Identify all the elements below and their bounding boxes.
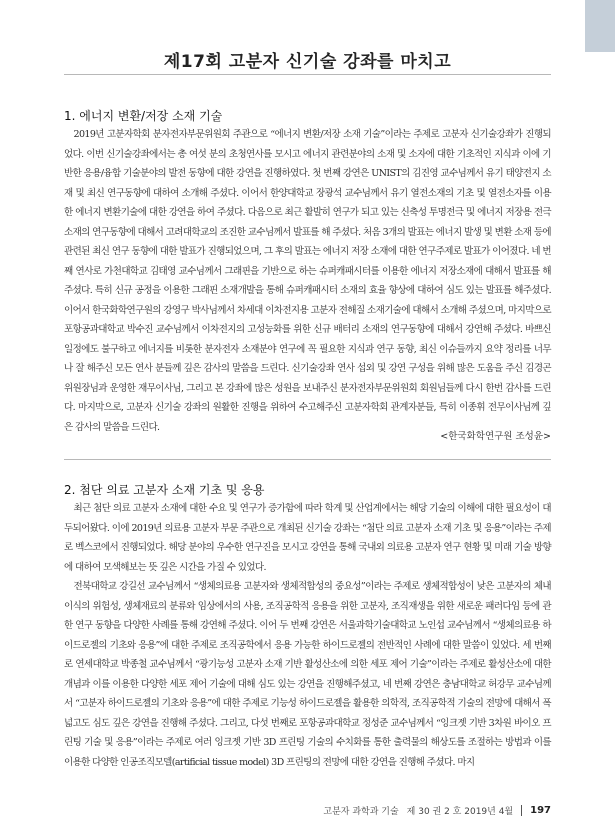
page-number: 197	[530, 805, 551, 816]
page-title: 제17회 고분자 신기술 강좌를 마치고	[163, 52, 452, 72]
section-1-heading: 1. 에너지 변환/저장 소재 기술	[64, 109, 223, 123]
footer-journal-name: 고분자 과학과 기술	[323, 807, 399, 817]
corner-decoration-bar	[585, 0, 615, 52]
page-footer	[323, 804, 551, 817]
footer-divider	[521, 805, 522, 816]
section-divider	[64, 459, 551, 460]
section-2-paragraph-1: 최근 첨단 의료 고분자 소재에 대한 수요 및 연구가 증가함에 따라 학계 및 산업계에서는 해당 기술의 이해에 대한 필요성이 대두되어왔다. 이에 2019년 의료용 고분자 부문 주관으로 개최된 신기술 강좌는 “첨단 의료 고분자 소재 기초 및 응용”이라는 주제로 벡스코에서 진행되었다. 해당 분야의 우수한 연구진을 모시고 강연을 통해 국내외 의료용 고분자 연구 현황 및 미래 기술 방향에 대하여 모색해보는 뜻 깊은 시간을 가질 수 있었다.	[64, 503, 551, 573]
section-1-signature: <한국화학연구원 조성윤>	[440, 431, 551, 442]
section-1-paragraph: 2019년 고분자학회 분자전자부문위원회 주관으로 “에너지 변환/저장 소재 기술”이라는 주제로 고분자 신기술강좌가 진행되었다. 이번 신기술강좌에서는 총 여섯 분의 초청연사를 모시고 에너지 관련분야의 소재 및 소자에 대한 기초적인 지식과 이에 기반한 응용/융합 기술분야의 발전 동향에 대한 강연을 진행하였다. 첫 번째 강연은 UNIST의 김진영 교수님께서 유기 태양전지 소재 및 최신 연구동향에 대하여 소개해 주셨다. 이어서 한양대학교 장광석 교수님께서 유기 열전소재의 기초 및 열전소자를 이용한 에너지 변환기술에 대한 강연을 하여 주셨다. 다음으로 최근 활발히 연구가 되고 있는 신축성 투명전극 및 에너지 저장용 전극소재의 연구동향에 대해서 고려대학교의 조진한 교수님께서 발표를 해 주셨다. 처음 3개의 발표는 에너지 발생 및 변환 소재 등에 관련된 최신 연구 동향에 대한 발표가 진행되었으며, 그 후의 발표는 에너지 저장 소재에 대한 연구주제로 발표가 이어졌다. 네 번째 연사로 가천대학교 김태영 교수님께서 그래핀을 기반으로 하는 슈퍼캐패시터를 이용한 에너지 저장소재에 대해서 발표를 해주셨다. 특히 신규 공정을 이용한 그래핀 소재개발을 통해 슈퍼캐패시터 소재의 효율 향상에 대하여 심도 있는 발표를 해주셨다. 이어서 한국화학연구원의 강영구 박사님께서 차세대 이차전지용 고분자 전해질 소재기술에 대해서 소개해 주셨으며, 마지막으로 포항공과대학교 박수진 교수님께서 이차전지의 고성능화를 위한 신규 배터리 소재의 연구동향에 대해서 강연해 주셨다. 바쁘신 일정에도 불구하고 에너지를 비롯한 분자전자 소재분야 연구에 꼭 필요한 지식과 연구 동향, 최신 이슈들까지 요약 정리를 너무나 잘 해주신 모든 연사 분들께 깊은 감사의 말씀을 드린다. 신기술강좌 연사 섭외 및 강연 구성을 위해 많은 도움을 주신 김경곤 위원장님과 운영한 재무이사님, 그리고 본 강좌에 많은 성원을 보내주신 분자전자부문위원회 회원님들께 다시 한번 감사를 드린다. 마지막으로, 고분자 신기술 강좌의 원활한 진행을 위하여 수고해주신 고분자학회 관계자분들, 특히 이종휘 전무이사님께 깊은 감사의 말씀을 드린다.	[64, 129, 551, 433]
section-2-paragraph-2: 전북대학교 강길선 교수님께서 “생체의료용 고분자와 생체적합성의 중요성”이라는 주제로 생체적합성이 낮은 고분자의 체내이식의 위험성, 생체재료의 분류와 임상에서의 사용, 조직공학적 응용을 위한 고분자, 조직재생을 위한 새로운 패러다임 등에 관한 연구 동향을 다양한 사례를 통해 강연해 주셨다. 이어 두 번째 강연은 서울과학기술대학교 노인섭 교수님께서 “생체의료용 하이드로젤의 기초와 응용”에 대한 주제로 조직공학에서 응용 가능한 하이드로젤의 전반적인 사례에 대한 말씀이 있었다. 세 번째로 연세대학교 박종철 교수님께서 “광기능성 고분자 소재 기반 활성산소에 의한 세포 제어 기술”이라는 주제로 활성산소에 대한 개념과 이를 이용한 다양한 세포 제어 기술에 대해 심도 있는 강연을 진행해주셨고, 네 번째 강연은 충남대학교 허강무 교수님께서 “고분자 하이드로젤의 기초와 응용”에 대한 주제로 기능성 하이드로젤을 활용한 의학적, 조직공학적 기술의 전망에 대해서 폭넓고도 심도 깊은 강연을 진행해 주셨다. 그리고, 다섯 번째로 포항공과대학교 정성준 교수님께서 “잉크젯 기반 3차원 바이오 프린팅 기술 및 응용”이라는 주제로 여러 잉크젯 기반 3D 프린팅 기술의 수치화를 통한 출력물의 해상도를 조절하는 방법과 이를 이용한 다양한 인공조직모델(artificial tissue model) 3D 프린팅의 전망에 대한 강연을 진행해 주셨다. 마지	[64, 581, 551, 768]
title-divider	[64, 74, 551, 75]
section-2-heading: 2. 첨단 의료 고분자 소재 기초 및 응용	[64, 483, 265, 497]
footer-issue-info: 제 30 권 2 호 2019년 4월	[406, 807, 514, 817]
